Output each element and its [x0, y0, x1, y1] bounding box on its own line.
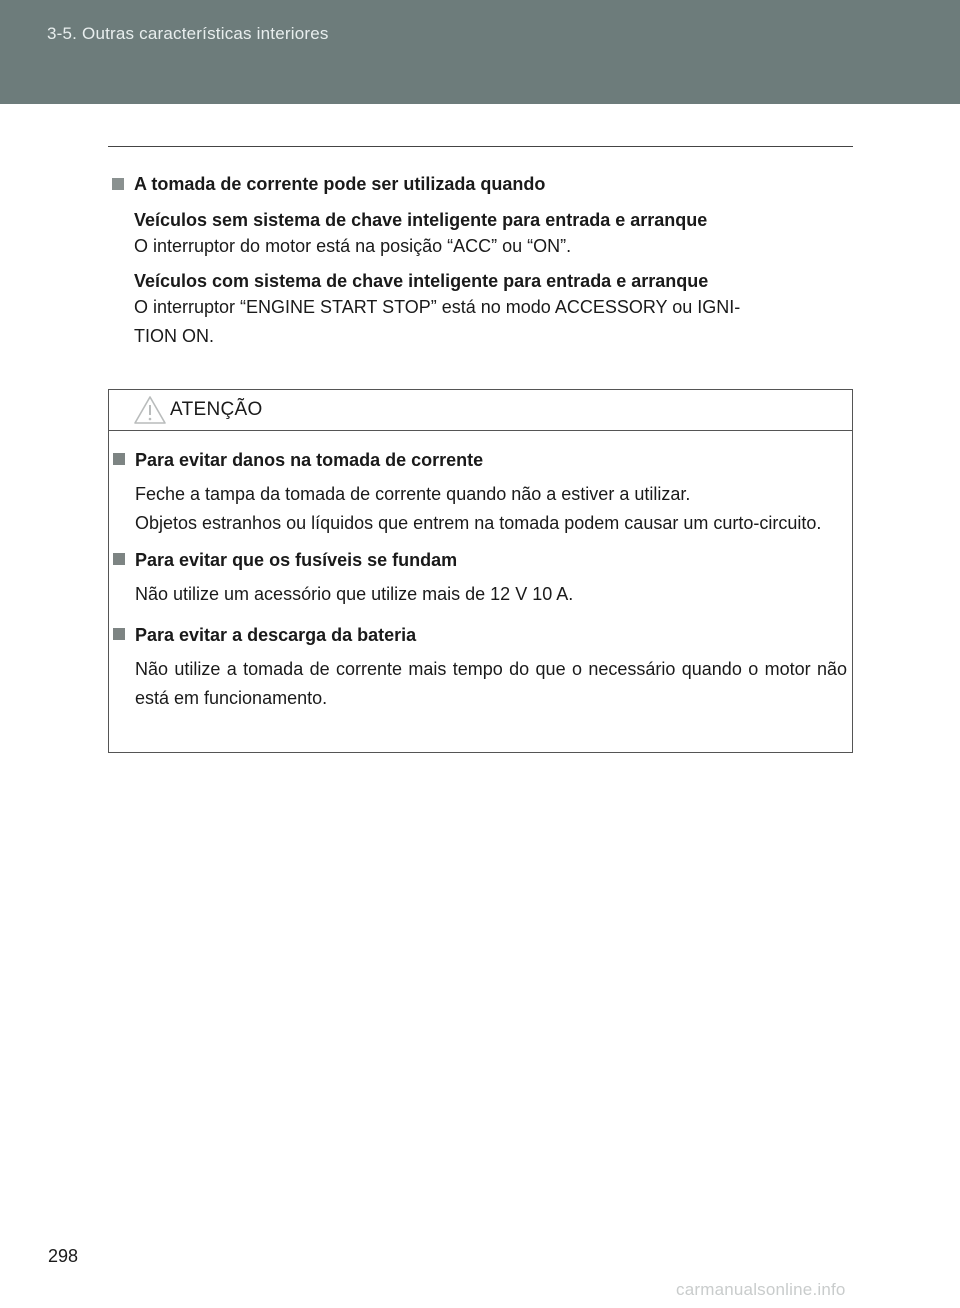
warning-item-heading: Para evitar que os fusíveis se fundam: [113, 548, 847, 572]
info-heading: A tomada de corrente pode ser utilizada quando: [112, 172, 852, 196]
info-case-2: [112, 269, 852, 351]
warning-item-text: Feche a tampa da tomada de corrente quando não a estiver a utilizar.: [135, 484, 691, 504]
info-section: [112, 172, 852, 196]
header-band: [0, 0, 960, 104]
square-bullet-icon: [113, 453, 125, 465]
square-bullet-icon: [113, 628, 125, 640]
square-bullet-icon: [112, 178, 124, 190]
warning-item-heading: Para evitar danos na tomada de corrente: [113, 448, 847, 472]
warning-item-text: Objetos estranhos ou líquidos que entrem na tomada podem causar um curto-circuito.: [135, 513, 822, 533]
case-1-subheading: Veículos sem sistema de chave inteligente para entrada e arranque: [134, 210, 708, 230]
warning-items: [113, 448, 847, 713]
case-2-text-line2: TION ON.: [134, 326, 214, 346]
case-2-text-line1: O interruptor “ENGINE START STOP” está no modo ACCESSORY ou IGNI-: [134, 297, 741, 317]
warning-triangle-icon: [133, 395, 167, 425]
section-title: 3-5. Outras características interiores: [47, 24, 329, 43]
warning-item: [113, 448, 847, 538]
case-2-subheading: Veículos com sistema de chave inteligente para entrada e arranque: [134, 271, 709, 291]
warning-title: ATENÇÃO: [170, 399, 263, 420]
top-divider: [108, 146, 853, 147]
case-1-text: O interruptor do motor está na posição “ACC” ou “ON”.: [134, 236, 572, 256]
warning-item-heading: Para evitar a descarga da bateria: [113, 623, 847, 647]
warning-item-text: Não utilize a tomada de corrente mais tempo do que o necessário quando o motor não está em funcionamento.: [135, 659, 847, 708]
square-bullet-icon: [113, 553, 125, 565]
page-number: 298: [48, 1246, 79, 1266]
warning-box: [108, 389, 853, 753]
warning-item-text: Não utilize um acessório que utilize mais de 12 V 10 A.: [135, 584, 574, 604]
warning-header: [109, 390, 852, 431]
warning-item: [113, 623, 847, 713]
info-case-1: [112, 208, 852, 261]
warning-item: [113, 548, 847, 609]
watermark: carmanualsonline.info: [676, 1280, 846, 1299]
